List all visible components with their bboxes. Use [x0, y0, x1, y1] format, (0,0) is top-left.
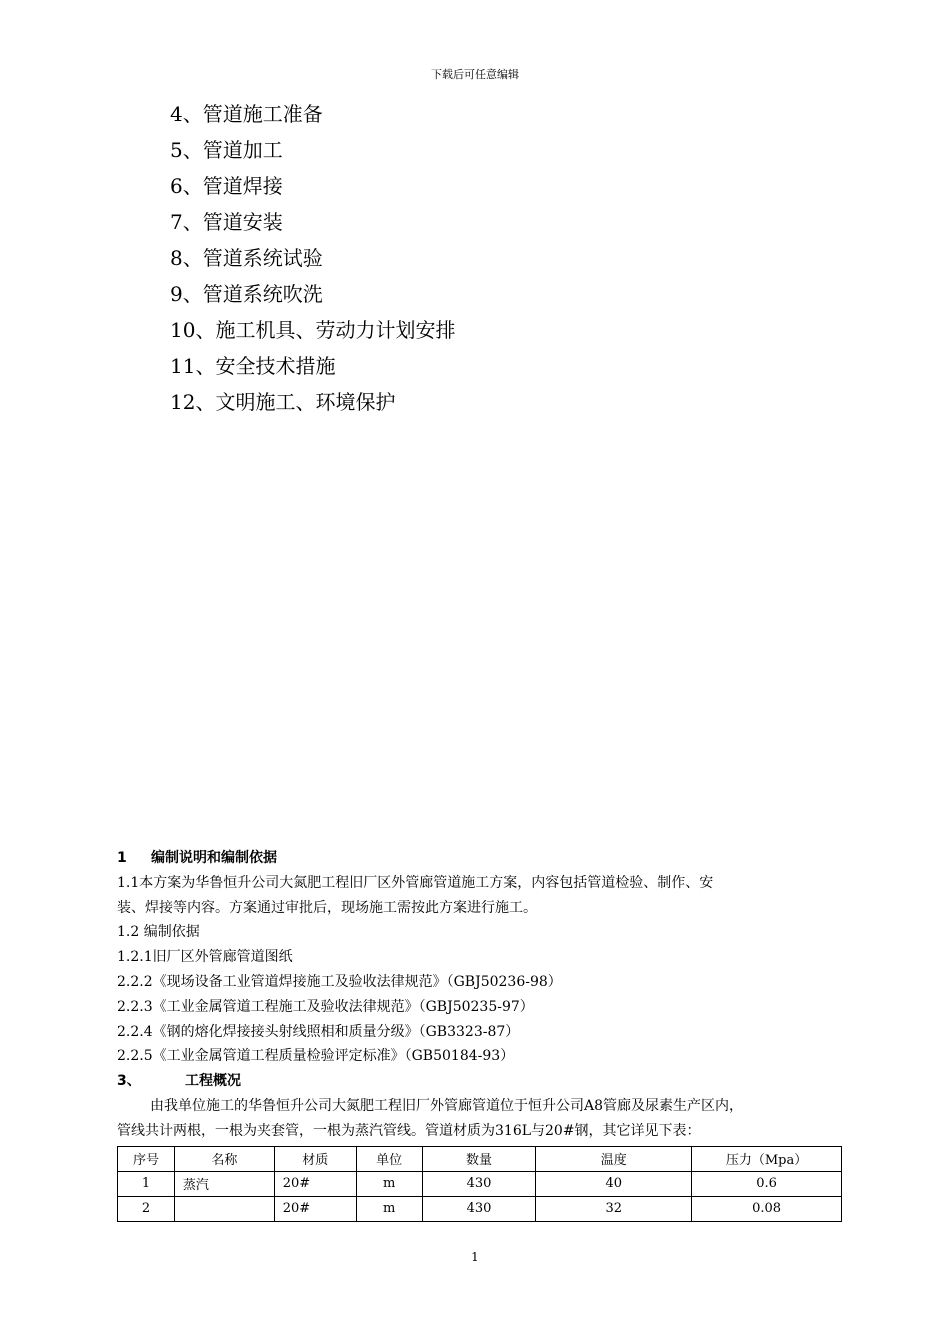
document-body	[117, 846, 842, 1222]
basis-item: 2.2.3《工业金属管道工程施工及验收法律规范》（GBJ50235-97）	[117, 998, 534, 1015]
section-heading	[117, 1069, 842, 1094]
table-cell	[174, 1196, 274, 1221]
table-of-contents	[170, 96, 455, 420]
basis-item: 2.2.2《现场设备工业管道焊接施工及验收法律规范》（GBJ50236-98）	[117, 973, 562, 990]
paragraph-line: 装、焊接等内容。方案通过审批后，现场施工需按此方案进行施工。	[117, 899, 537, 916]
table-cell: 0.6	[692, 1171, 842, 1196]
table-row	[118, 1196, 842, 1221]
table-cell: 20#	[274, 1196, 356, 1221]
section-title: 编制说明和编制依据	[151, 850, 277, 866]
toc-item: 7、管道安装	[170, 210, 283, 234]
table-row	[118, 1171, 842, 1196]
page-number: 1	[471, 1250, 479, 1264]
table-header-cell: 单位	[356, 1146, 422, 1171]
table-cell: 1	[118, 1171, 175, 1196]
table-cell: 20#	[274, 1171, 356, 1196]
spec-table	[117, 1146, 842, 1222]
toc-item: 12、文明施工、环境保护	[170, 390, 396, 414]
table-header-cell: 压力（Mpa）	[692, 1146, 842, 1171]
toc-item: 6、管道焊接	[170, 174, 283, 198]
table-cell: 蒸汽	[174, 1171, 274, 1196]
section-title: 工程概况	[185, 1073, 241, 1090]
table-header-cell: 序号	[118, 1146, 175, 1171]
basis-item: 2.2.4《钢的熔化焊接接头射线照相和质量分级》（GB3323-87）	[117, 1023, 520, 1040]
paragraph-line: 由我单位施工的华鲁恒升公司大氮肥工程旧厂外管廊管道位于恒升公司A8管廊及尿素生产区内，	[150, 1097, 744, 1114]
toc-item: 11、安全技术措施	[170, 354, 336, 378]
table-cell: 430	[422, 1171, 536, 1196]
table-cell: m	[356, 1171, 422, 1196]
table-cell: 0.08	[692, 1196, 842, 1221]
basis-item: 2.2.5《工业金属管道工程质量检验评定标准》（GB50184-93）	[117, 1048, 515, 1065]
paragraph-line: 1.1本方案为华鲁恒升公司大氮肥工程旧厂区外管廊管道施工方案，内容包括管道检验、制作、安	[117, 874, 714, 891]
section-number: 3、	[117, 1073, 141, 1090]
page-header: 下载后可任意编辑	[431, 68, 519, 81]
paragraph-line: 管线共计两根，一根为夹套管，一根为蒸汽管线。管道材质为316L与20#钢，其它详见下表：	[117, 1122, 701, 1139]
subsection-title: 1.2 编制依据	[117, 924, 200, 941]
table-cell: 2	[118, 1196, 175, 1221]
table-cell: 430	[422, 1196, 536, 1221]
basis-item: 1.2.1旧厂区外管廊管道图纸	[117, 949, 293, 966]
table-cell: 40	[536, 1171, 692, 1196]
section-number: 1	[117, 850, 127, 866]
table-header-cell: 材质	[274, 1146, 356, 1171]
table-header-cell: 数量	[422, 1146, 536, 1171]
toc-item: 10、施工机具、劳动力计划安排	[170, 318, 456, 342]
table-header-cell: 温度	[536, 1146, 692, 1171]
table-cell: m	[356, 1196, 422, 1221]
table-header-row	[118, 1146, 842, 1171]
section-heading	[117, 846, 842, 871]
table-cell: 32	[536, 1196, 692, 1221]
toc-item: 8、管道系统试验	[170, 246, 323, 270]
toc-item: 5、管道加工	[170, 138, 283, 162]
table-header-cell: 名称	[174, 1146, 274, 1171]
toc-item: 4、管道施工准备	[170, 102, 323, 126]
toc-item: 9、管道系统吹洗	[170, 282, 323, 306]
